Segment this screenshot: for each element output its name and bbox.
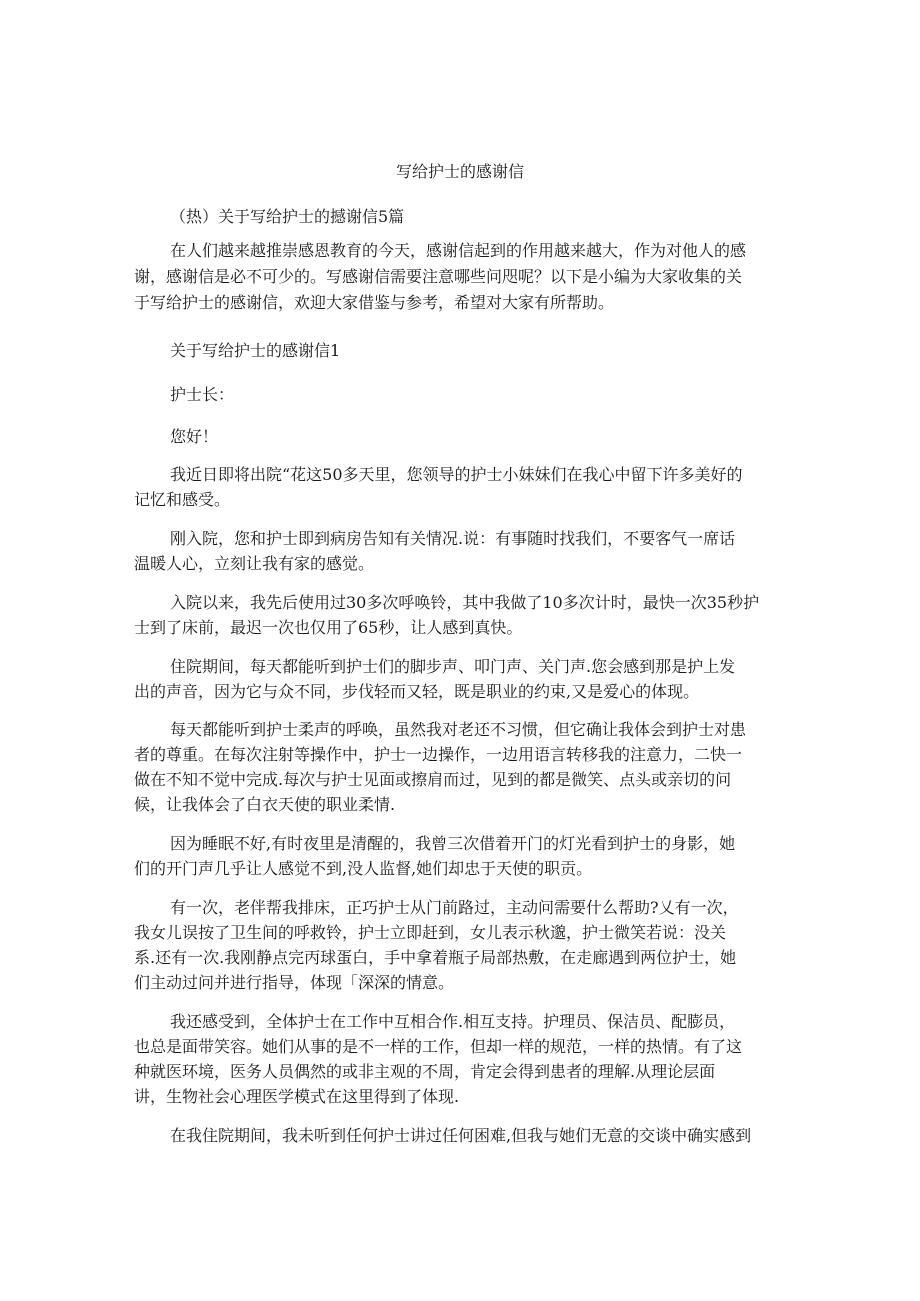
paragraph-line: 温暖人心，立刻让我有家的感觉。 (134, 554, 375, 573)
section-heading: 关于写给护士的感谢信1 (170, 341, 341, 360)
paragraph-line: 记忆和感受。 (134, 490, 231, 509)
paragraph-line: 们主动过问并进行指导，体现「深深的情意。 (134, 973, 455, 992)
paragraph-line: 者的尊重。在每次注射等操作中，护士一边操作，一边用语言转移我的注意力，二快一 (134, 745, 743, 764)
document-subtitle: （热）关于写给护士的撼谢信5篇 (170, 207, 405, 226)
greeting: 您好！ (170, 427, 219, 446)
paragraph-line: 出的声音，因为它与众不同，步伐轻而又轻，既是职业的约束,又是爱心的体现。 (134, 682, 700, 701)
paragraph-line: 住院期间，每天都能听到护士们的脚步声、叩门声、关门声.您会感到那是护上发 (170, 657, 736, 676)
paragraph-line: 我女儿误按了卫生间的呼救铃，护士立即赶到，女儿表示秋邈，护士微笑若说：没关 (134, 923, 727, 942)
paragraph-line: 系.还有一次.我刚静点完丙球蛋白，手中拿着瓶子局部热敷，在走廊遇到两位护士，她 (134, 948, 737, 967)
paragraph-line: 种就医环境，医务人员偶然的或非主观的不周，肯定会得到患者的理解.从理论层面 (134, 1062, 716, 1081)
paragraph-line: 讲，生物社会心理医学模式在这里得到了体现. (134, 1087, 460, 1106)
paragraph-line: 入院以来，我先后使用过30多次呼唤铃，其中我做了10多次计时，最快一次35秒护 (170, 593, 760, 612)
paragraph-line: 候，让我体会了白衣天使的职业柔情. (134, 795, 396, 814)
paragraph-line: 每天都能听到护士柔声的呼唤，虽然我对老还不习惯，但它确让我体会到护士对患 (170, 720, 747, 739)
intro-line: 于写给护士的感谢信，欢迎大家借鉴与参考，希望对大家有所帮助。 (134, 293, 615, 312)
paragraph-line: 我还感受到，全体护士在工作中互相合作.相互支持。护理员、保洁员、配膨员， (170, 1012, 736, 1031)
document-title: 写给护士的感谢信 (395, 162, 524, 181)
paragraph-line: 有一次，老伴帮我排床，正巧护士从门前路过，主动问需要什么帮助?乂有一次， (170, 898, 739, 917)
paragraph-line: 也总是面带笑容。她们从事的是不一样的工作，但却一样的规范，一样的热情。有了这 (134, 1037, 743, 1056)
paragraph-line: 们的开门声几乎让人感觉不到,没人监督,她们却忠于天使的职贡。 (134, 859, 593, 878)
intro-line: 谢，感谢信是必不可少的。写感谢信需要注意哪些问咫呢？以下是小编为大家收集的关 (134, 267, 743, 286)
paragraph-line: 刚入院，您和护士即到病房告知有关情况.说：有事随时找我们，不要客气一席话 (170, 529, 736, 548)
paragraph-line: 因为睡眠不好,有时夜里是清醒的，我曾三次借着开门的灯光看到护士的身影，她 (170, 834, 736, 853)
paragraph-line: 在我住院期间，我未听到任何护士讲过任何困难,但我与她们无意的交谈中确实感到 (170, 1126, 752, 1145)
paragraph-line: 士到了床前，最迟一次也仅用了65秒，让人感到真快。 (134, 618, 523, 637)
salutation: 护士长： (170, 385, 235, 404)
paragraph-line: 我近日即将出院“花这50多天里，您领导的护士小妹妹们在我心中留下许多美好的 (170, 465, 743, 484)
intro-line: 在人们越来越推崇感恩教育的今天，感谢信起到的作用越来越大，作为对他人的感 (170, 241, 747, 260)
paragraph-line: 做在不知不觉中完成.每次与护士见面或擦肩而过，见到的都是微笑、点头或亲切的问 (134, 770, 732, 789)
